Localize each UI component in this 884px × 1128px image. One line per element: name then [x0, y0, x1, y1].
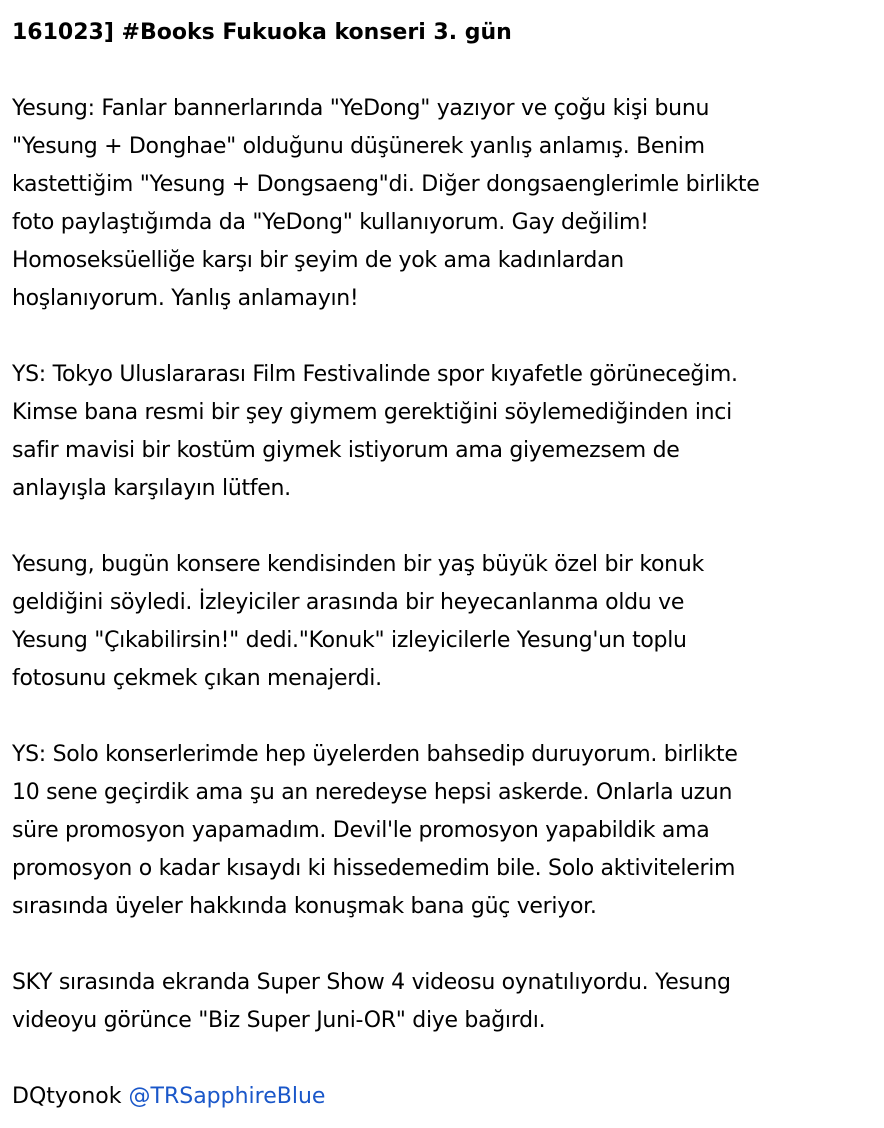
- translator-name: DQtyonok: [12, 1084, 122, 1109]
- text-line: promosyon o kadar kısaydı ki hissedemedim bile. Solo aktivitelerim: [12, 856, 736, 881]
- paragraph-yedong: [12, 90, 878, 318]
- text-line: YS: Tokyo Uluslararası Film Festivalinde spor kıyafetle görüneceğim.: [12, 362, 738, 387]
- spacer: [12, 698, 878, 736]
- text-line: 10 sene geçirdik ama şu an neredeyse hepsi askerde. Onlarla uzun: [12, 780, 733, 805]
- spacer: [12, 52, 878, 90]
- document-page: [12, 14, 878, 1116]
- text-line: Yesung, bugün konsere kendisinden bir yaş büyük özel bir konuk: [12, 552, 704, 577]
- document-title: 161023] #Books Fukuoka konseri 3. gün: [12, 20, 512, 45]
- text-line: Homoseksüelliğe karşı bir şeyim de yok ama kadınlardan: [12, 248, 624, 273]
- paragraph-film-festival: [12, 356, 878, 508]
- text-line: Yesung "Çıkabilirsin!" dedi."Konuk" izleyicilerle Yesung'un toplu: [12, 628, 687, 653]
- text-line: anlayışla karşılayın lütfen.: [12, 476, 291, 501]
- text-line: "Yesung + Donghae" olduğunu düşünerek yanlış anlamış. Benim: [12, 134, 705, 159]
- text-line: sırasında üyeler hakkında konuşmak bana güç veriyor.: [12, 894, 597, 919]
- text-line: YS: Solo konserlerimde hep üyelerden bahsedip duruyorum. birlikte: [12, 742, 738, 767]
- spacer: [12, 318, 878, 356]
- twitter-handle-link[interactable]: @TRSapphireBlue: [128, 1084, 326, 1109]
- credit-line: [12, 1078, 878, 1116]
- text-line: kastettiğim "Yesung + Dongsaeng"di. Diğer dongsaenglerimle birlikte: [12, 172, 760, 197]
- spacer: [12, 508, 878, 546]
- text-line: safir mavisi bir kostüm giymek istiyorum ama giyemezsem de: [12, 438, 680, 463]
- text-line: videoyu görünce "Biz Super Juni-OR" diye bağırdı.: [12, 1008, 546, 1033]
- text-line: fotosunu çekmek çıkan menajerdi.: [12, 666, 382, 691]
- paragraph-sky: [12, 964, 878, 1040]
- text-line: SKY sırasında ekranda Super Show 4 videosu oynatılıyordu. Yesung: [12, 970, 731, 995]
- text-line: hoşlanıyorum. Yanlış anlamayın!: [12, 286, 359, 311]
- paragraph-special-guest: [12, 546, 878, 698]
- text-line: foto paylaştığımda da "YeDong" kullanıyorum. Gay değilim!: [12, 210, 649, 235]
- spacer: [12, 1040, 878, 1078]
- text-line: Yesung: Fanlar bannerlarında "YeDong" yazıyor ve çoğu kişi bunu: [12, 96, 710, 121]
- text-line: süre promosyon yapamadım. Devil'le promosyon yapabildik ama: [12, 818, 710, 843]
- spacer: [12, 926, 878, 964]
- text-line: Kimse bana resmi bir şey giymem gerektiğini söylemediğinden inci: [12, 400, 732, 425]
- paragraph-members: [12, 736, 878, 926]
- text-line: geldiğini söyledi. İzleyiciler arasında bir heyecanlanma oldu ve: [12, 590, 685, 615]
